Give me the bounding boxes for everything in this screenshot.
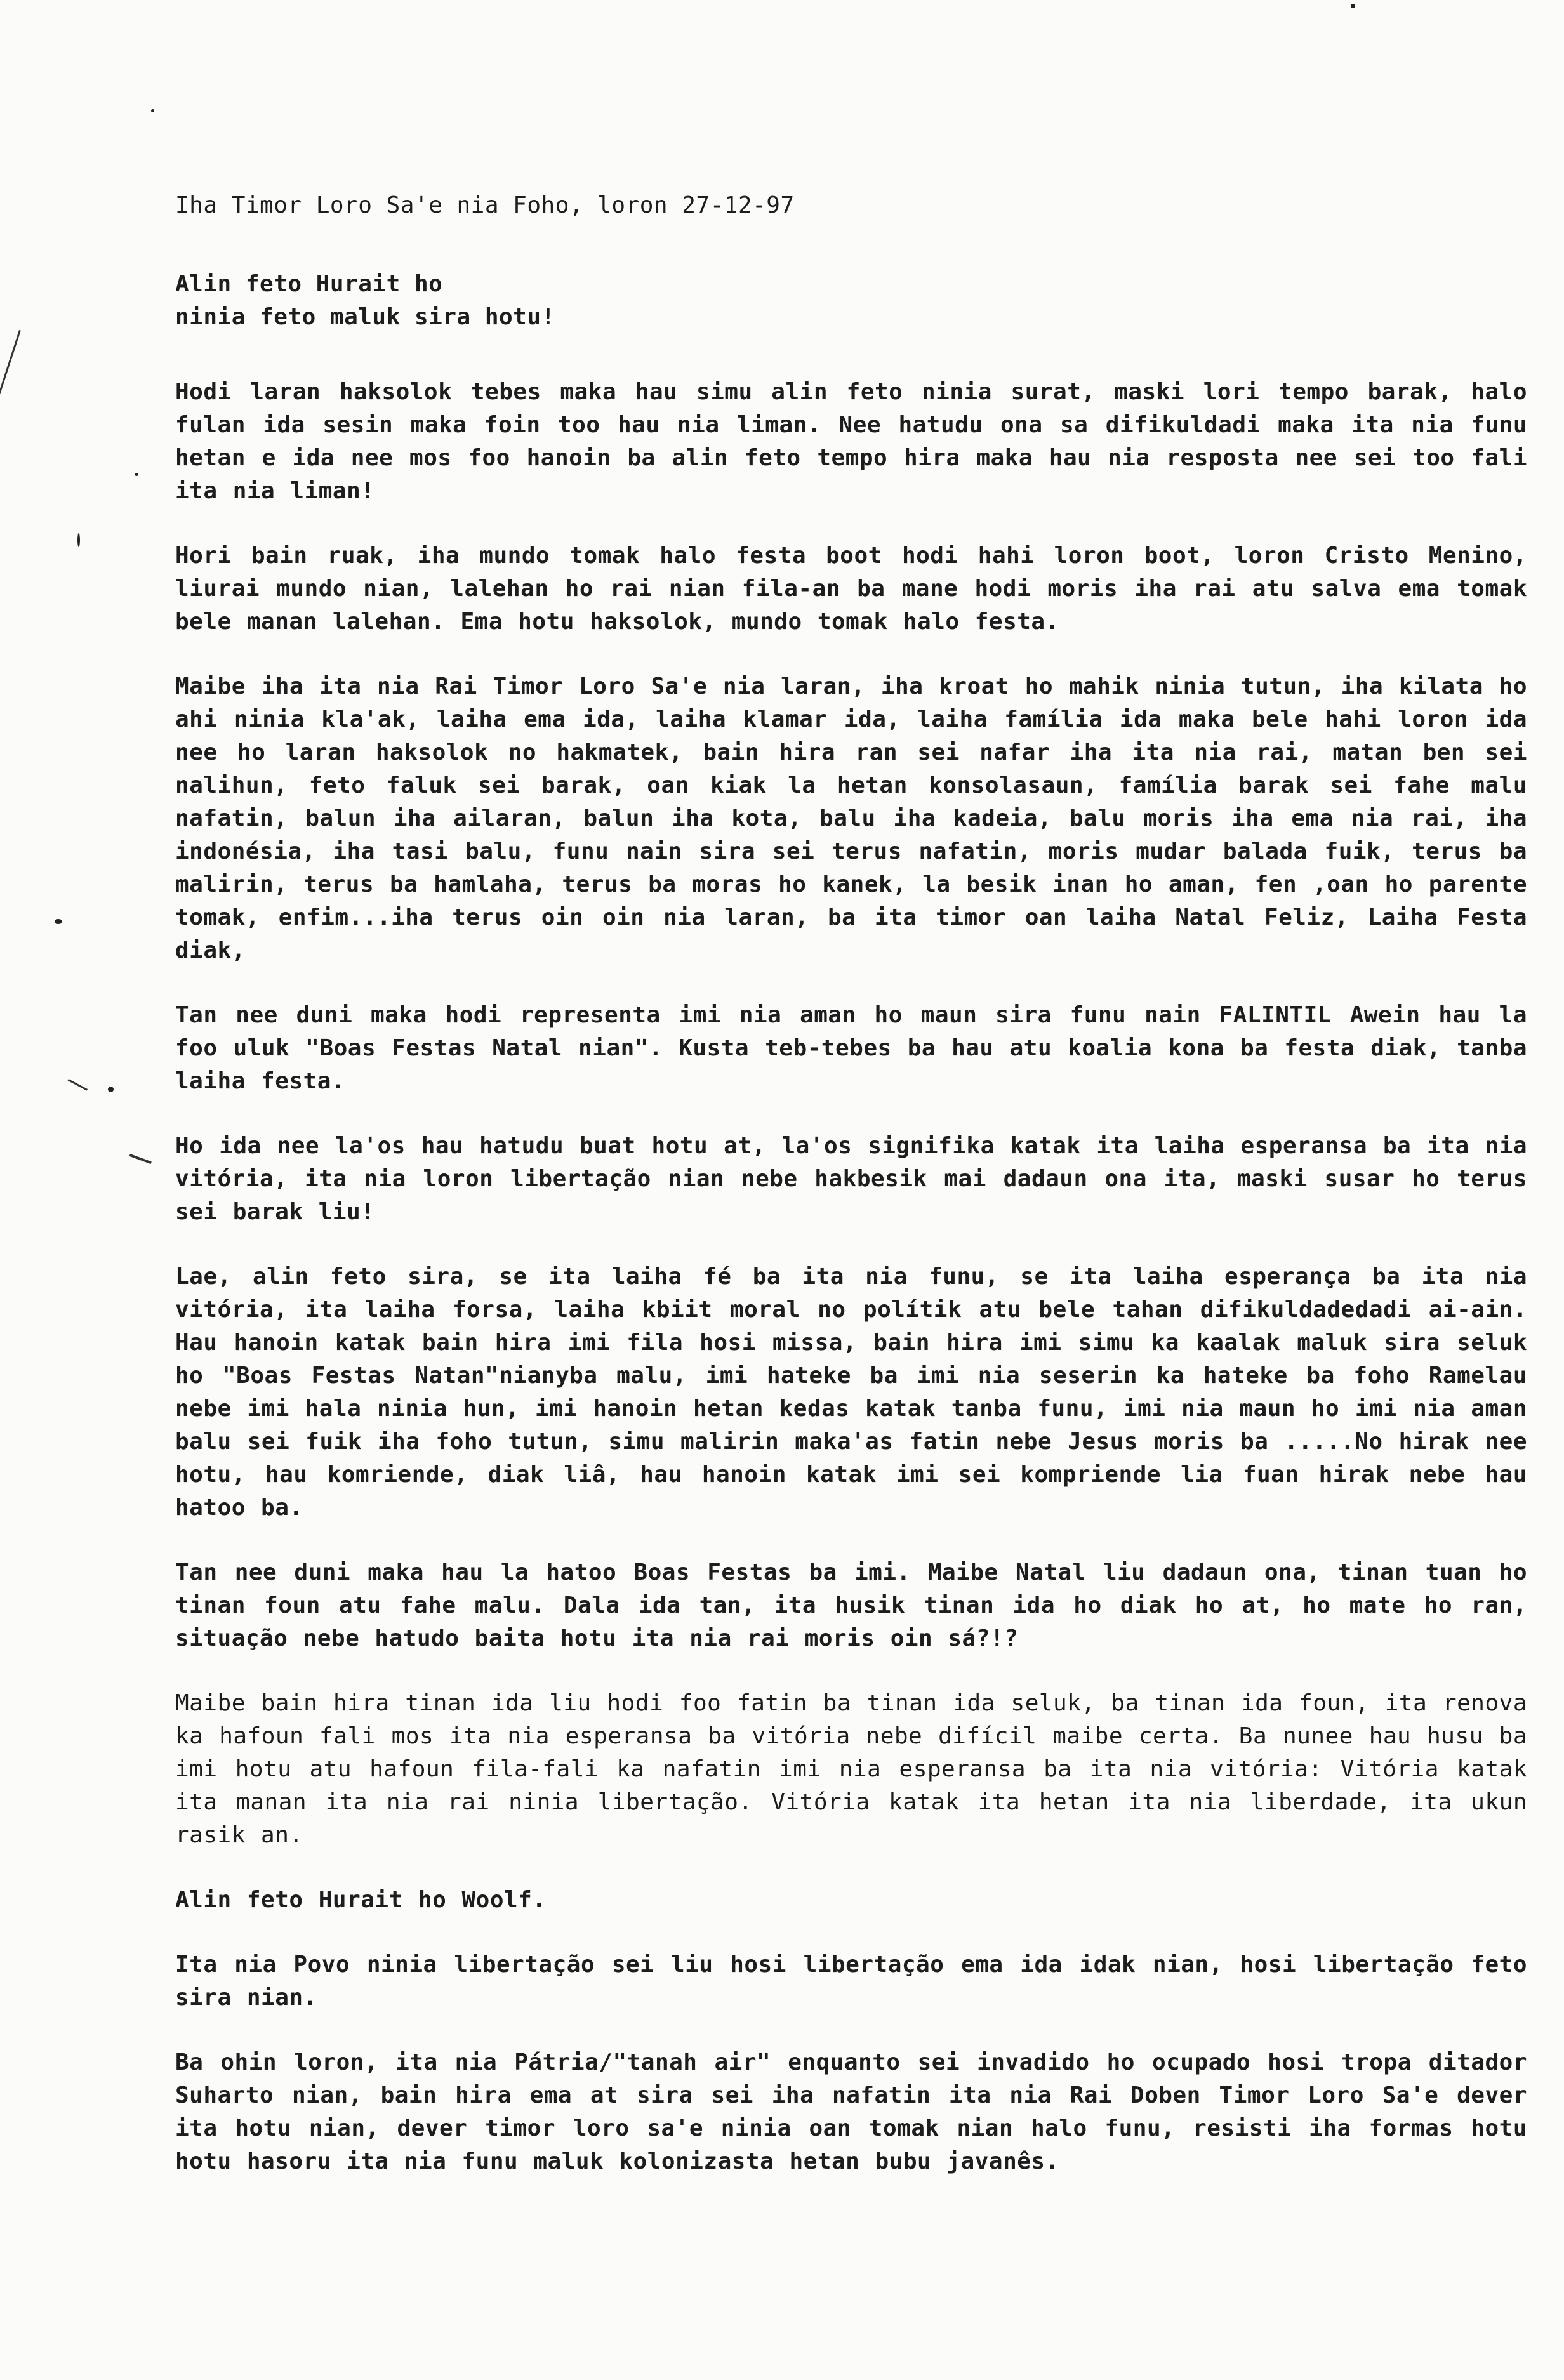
salutation-line: Alin feto Hurait ho xyxy=(175,271,443,297)
margin-mark xyxy=(68,1079,88,1091)
scan-speck xyxy=(77,533,80,547)
letter-paragraph: Ita nia Povo ninia libertação sei liu hosi libertação ema ida idak nian, hosi libertação feto sira nian. xyxy=(175,1952,1527,2011)
letter-paragraph: Ho ida nee la'os hau hatudu buat hotu at, la'os signifika katak ita laiha esperansa ba ita nia vitória, ita nia loron libertação nian nebe hakbesik mai dadaun ona ita, maski susar ho terus sei barak liu! xyxy=(175,1133,1527,1225)
letter-paragraph: Tan nee duni maka hodi representa imi nia aman ho maun sira funu nain FALINTIL Awein hau la foo uluk "Boas Festas Natal nian". Kusta teb-tebes ba hau atu koalia kona ba festa diak, tanba laiha festa. xyxy=(175,1002,1527,1094)
margin-mark xyxy=(129,1154,152,1164)
margin-mark xyxy=(0,330,21,403)
scan-speck xyxy=(135,473,138,476)
letter-body xyxy=(175,189,1527,2210)
scan-speck xyxy=(1351,4,1355,8)
letter-salutation xyxy=(175,268,1527,334)
letter-paragraph: Lae, alin feto sira, se ita laiha fé ba ita nia funu, se ita laiha esperança ba ita nia vitória, ita laiha forsa, laiha kbiit moral no polítik atu bele tahan difikuldadedadi ai-ain. Hau hanoin katak bain hira imi fila hosi missa, bain hira imi simu ka kaalak maluk sira seluk ho "Boas Festas Natan"nianyba malu, imi hateke ba imi nia seserin ka hateke ba foho Ramelau nebe imi hala ninia hun, imi hanoin hetan kedas katak tanba funu, imi nia maun ho imi nia aman balu sei fuik iha foho tutun, simu malirin maka'as fatin nebe Jesus moris ba .....No hirak nee hotu, hau komriende, diak liâ, hau hanoin katak imi sei kompriende lia fuan hirak nebe hau hatoo ba. xyxy=(175,1264,1527,1521)
letter-paragraph: Ba ohin loron, ita nia Pátria/"tanah air" enquanto sei invadido ho ocupado hosi tropa ditador Suharto nian, bain hira ema at sira sei iha nafatin ita nia Rai Doben Timor Loro Sa'e dever ita hotu nian, dever timor loro sa'e ninia oan tomak nian halo funu, resisti iha formas hotu hotu hasoru ita nia funu maluk kolonizasta hetan bubu javanês. xyxy=(175,2049,1527,2174)
salutation-line: ninia feto maluk sira hotu! xyxy=(175,304,555,330)
letter-paragraph: Alin feto Hurait ho Woolf. xyxy=(175,1887,547,1913)
letter-paragraph: Tan nee duni maka hau la hatoo Boas Festas ba imi. Maibe Natal liu dadaun ona, tinan tuan ho tinan foun atu fahe malu. Dala ida tan, ita husik tinan ida ho diak ho at, ho mate ho ran, situação nebe hatudo baita hotu ita nia rai moris oin sá?!? xyxy=(175,1559,1527,1651)
letter-paragraph: Maibe bain hira tinan ida liu hodi foo fatin ba tinan ida seluk, ba tinan ida foun, ita renova ka hafoun fali mos ita nia esperansa ba vitória nebe difícil maibe certa. Ba nunee hau husu ba imi hotu atu hafoun fila-fali ka nafatin imi nia esperansa ba ita nia vitória: Vitória katak ita manan ita nia rai ninia libertação. Vitória katak ita hetan ita nia liberdade, ita ukun rasik an. xyxy=(175,1690,1527,1848)
scan-speck xyxy=(55,919,62,924)
letter-paragraph: Hori bain ruak, iha mundo tomak halo festa boot hodi hahi loron boot, loron Cristo Menino, liurai mundo nian, lalehan ho rai nian fila-an ba mane hodi moris iha rai atu salva ema tomak bele manan lalehan. Ema hotu haksolok, mundo tomak halo festa. xyxy=(175,543,1527,635)
letter-paragraph: Maibe iha ita nia Rai Timor Loro Sa'e nia laran, iha kroat ho mahik ninia tutun, iha kilata ho ahi ninia kla'ak, laiha ema ida, laiha klamar ida, laiha família ida maka bele hahi loron ida nee ho laran haksolok no hakmatek, bain hira ran sei nafar iha ita nia rai, matan ben sei nalihun, feto faluk sei barak, oan kiak la hetan konsolasaun, família barak sei fahe malu nafatin, balun iha ailaran, balun iha kota, balu iha kadeia, balu moris iha ema nia rai, iha indonésia, iha tasi balu, funu nain sira sei terus nafatin, moris mudar balada fuik, terus ba malirin, terus ba hamlaha, terus ba moras ho kanek, la besik inan ho aman, fen ,oan ho parente tomak, enfim...iha terus oin oin nia laran, ba ita timor oan laiha Natal Feliz, Laiha Festa diak, xyxy=(175,673,1527,963)
scan-speck xyxy=(108,1087,114,1092)
letter-paragraph: Hodi laran haksolok tebes maka hau simu alin feto ninia surat, maski lori tempo barak, halo fulan ida sesin maka foin too hau nia liman. Nee hatudu ona sa difikuldadi maka ita nia funu hetan e ida nee mos foo hanoin ba alin feto tempo hira maka hau nia resposta nee sei too fali ita nia liman! xyxy=(175,379,1527,504)
scan-speck xyxy=(151,109,154,112)
letter-dateline: Iha Timor Loro Sa'e nia Foho, loron 27-12-97 xyxy=(175,192,795,218)
